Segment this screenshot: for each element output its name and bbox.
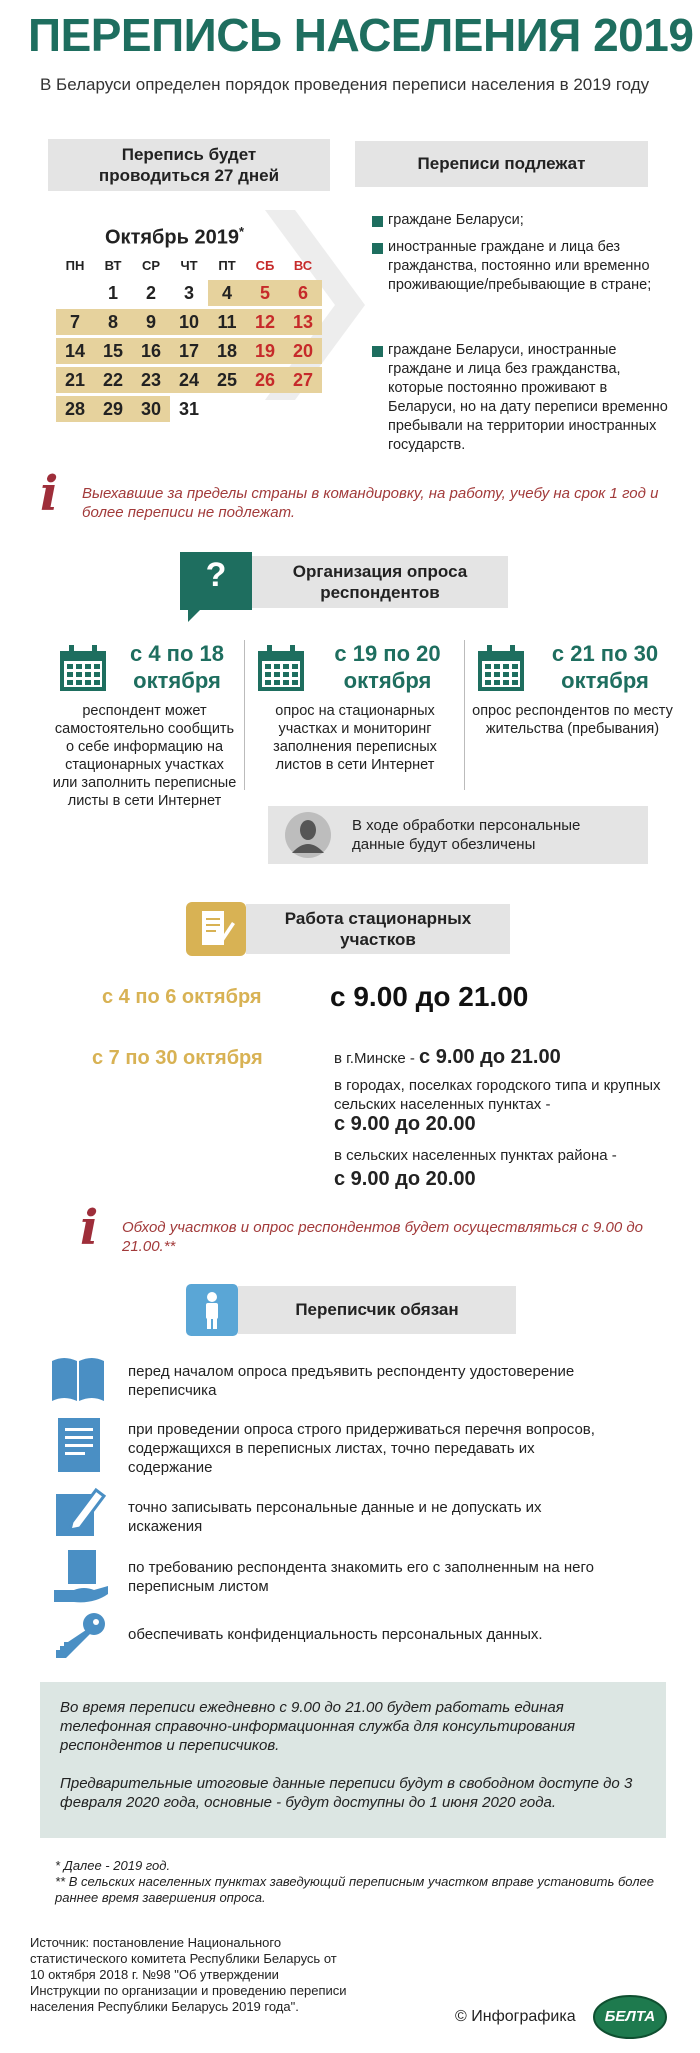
calendar-icon: [60, 645, 106, 691]
subject-item-2: иностранные граждане и лица без гражданства, постоянно или временно проживающие/пребывающие в стране;: [388, 239, 652, 293]
calendar-day: 3: [183, 283, 194, 303]
period-date: с 4 по 18 октября: [129, 641, 224, 693]
calendar-month: Октябрь 2019*: [105, 224, 245, 249]
survey-header-box: [252, 556, 508, 608]
calendar-weekday: ПТ: [218, 258, 236, 273]
calendar-day: 20: [284, 338, 322, 364]
period-date: с 19 по 20 октября: [334, 641, 441, 693]
document-icon: [58, 1418, 100, 1472]
calendar-icon: [258, 645, 304, 691]
bullet-1: [372, 216, 383, 227]
duty-item-2: при проведении опроса строго придерживаться перечня вопросов, содержащихся в переписных листах, точно передавать их содержание: [128, 1421, 595, 1476]
calendar-day: 7: [56, 309, 94, 335]
calendar-day: 16: [132, 338, 170, 364]
calendar-day: 9: [132, 309, 170, 335]
info-i-icon-2: i: [80, 1200, 99, 1256]
privacy-text: В ходе обработки персональные данные будут обезличены: [352, 817, 581, 853]
hand-document-icon: [54, 1550, 110, 1606]
calendar-day: 2: [145, 283, 156, 303]
stations-period2-date: с 7 по 30 октября: [92, 1047, 263, 1069]
calendar-day: 15: [94, 338, 132, 364]
period-text: опрос респондентов по месту жительства (пребывания): [472, 703, 673, 737]
stations-period1-hours: с 9.00 до 21.00: [330, 981, 529, 1012]
duty-item-5: обеспечивать конфиденциальность персональных данных.: [128, 1626, 543, 1643]
stations-period1-date: с 4 по 6 октября: [102, 986, 262, 1008]
calendar-day: 11: [208, 309, 246, 335]
calendar-weekday: ВТ: [104, 258, 122, 273]
duties-header-box: [238, 1286, 516, 1334]
survey-header: Организация опроса респондентов: [292, 562, 468, 602]
calendar-day: 1: [107, 283, 118, 303]
info-paragraph-1: Во время переписи ежедневно с 9.00 до 21.00 будет работать единая телефонная справочно-информационная служба для консультирования респондентов и переписчиков.: [60, 1699, 576, 1754]
calendar-day: 25: [208, 367, 246, 393]
calendar-day: 28: [56, 396, 94, 422]
period-text: опрос на стационарных участках и мониторинг заполнения переписных листов в сети Интернет: [273, 703, 437, 773]
info-i-icon: i: [40, 466, 59, 522]
calendar-weekday: СБ: [255, 258, 275, 273]
pen-icon: [56, 1486, 106, 1536]
calendar-day: 4: [208, 280, 246, 306]
subject-item-1: граждане Беларуси;: [388, 212, 524, 228]
calendar-day: 18: [208, 338, 246, 364]
minsk-hours: с 9.00 до 21.00: [419, 1046, 561, 1068]
calendar-day: 12: [246, 309, 284, 335]
calendar-weekday: ВС: [293, 258, 313, 273]
calendar-day: 29: [94, 396, 132, 422]
calendar-day: 26: [246, 367, 284, 393]
clipboard-icon: [186, 902, 246, 956]
stations-header-box: [246, 904, 510, 954]
column-divider: [244, 640, 245, 790]
calendar-day: 19: [246, 338, 284, 364]
subjects-header-box: [355, 141, 648, 187]
calendar-day: 31: [178, 399, 200, 419]
calendar-weekday: ЧТ: [180, 258, 198, 273]
period-date: с 21 по 30 октября: [551, 641, 659, 693]
duration-header: Перепись будет проводиться 27 дней: [98, 145, 280, 185]
calendar-weekday: СР: [141, 258, 161, 273]
calendar-day: 13: [284, 309, 322, 335]
note-abroad: Выехавшие за пределы страны в командировку, на работу, учебу на срок 1 год и более переписи не подлежат.: [82, 485, 659, 521]
source-text: Источник: постановление Национального статистического комитета Республики Беларусь от 10 октября 2018 г. №98 "Об утверждении Инструкции по организации и проведению переписи населения Республики Беларусь 2019 года".: [30, 1935, 347, 2014]
duty-item-3: точно записывать персональные данные и не допускать их искажения: [128, 1499, 542, 1535]
question-mark: ?: [205, 556, 227, 594]
rural-hours: с 9.00 до 20.00: [334, 1168, 476, 1190]
calendar-day: 8: [94, 309, 132, 335]
bullet-3: [372, 346, 383, 357]
bullet-2: [372, 243, 383, 254]
calendar-day: 6: [284, 280, 322, 306]
calendar-day: 24: [170, 367, 208, 393]
person-icon: [284, 811, 332, 859]
towns-hours: с 9.00 до 20.00: [334, 1113, 476, 1135]
calendar-day: 22: [94, 367, 132, 393]
minsk-label: в г.Минске -: [334, 1050, 420, 1067]
calendar-weekday: ПН: [65, 258, 85, 273]
stations-minsk: [334, 1046, 561, 1069]
subjects-header: Переписи подлежат: [417, 154, 586, 173]
note-hours: Обход участков и опрос респондентов будет осуществляться с 9.00 до 21.00.**: [122, 1219, 644, 1255]
rural-label: в сельских населенных пунктах района -: [334, 1147, 617, 1164]
calendar-day: 5: [246, 280, 284, 306]
footnote-1: * Далее - 2019 год.: [55, 1858, 171, 1873]
calendar-day: 27: [284, 367, 322, 393]
duty-item-1: перед началом опроса предъявить респонденту удостоверение переписчика: [128, 1363, 575, 1399]
duration-header-box: [48, 139, 330, 191]
book-icon: [50, 1355, 106, 1403]
towns-label: в городах, поселках городского типа и крупных сельских населенных пунктах -: [334, 1077, 661, 1113]
page-title: ПЕРЕПИСЬ НАСЕЛЕНИЯ 2019: [28, 9, 694, 61]
footnote-2: ** В сельских населенных пунктах заведующий переписным участком вправе установить более раннее время завершения опроса.: [55, 1874, 654, 1905]
calendar-day: 23: [132, 367, 170, 393]
duties-header: Переписчик обязан: [295, 1300, 459, 1319]
person-standing-icon: [186, 1284, 238, 1336]
period-text: респондент может самостоятельно сообщить о себе информацию на стационарных участках или заполнить переписные листы в сети Интернет: [52, 703, 237, 809]
calendar-day: 21: [56, 367, 94, 393]
calendar-icon: [478, 645, 524, 691]
column-divider: [464, 640, 465, 790]
info-paragraph-2: Предварительные итоговые данные переписи будут в свободном доступе до 3 февраля 2020 года, основные - будут доступны до 1 июня 2020 года.: [60, 1775, 633, 1811]
page-subtitle: В Беларуси определен порядок проведения переписи населения в 2019 году: [40, 75, 650, 94]
key-icon: [54, 1612, 108, 1660]
belta-logo-text: БЕЛТА: [604, 2008, 656, 2025]
calendar-day: 30: [132, 396, 170, 422]
credit-text: © Инфографика: [455, 2008, 576, 2025]
calendar-day: 14: [56, 338, 94, 364]
calendar-day: 17: [170, 338, 208, 364]
stations-header: Работа стационарных участков: [284, 909, 472, 949]
duty-item-4: по требованию респондента знакомить его с заполненным на него переписным листом: [128, 1559, 594, 1595]
subject-item-3: граждане Беларуси, иностранные граждане и лица без гражданства, которые постоянно проживают в Беларуси, но на дату переписи временно пребывали на территории иностранных государств.: [388, 342, 668, 453]
calendar-day: 10: [170, 309, 208, 335]
